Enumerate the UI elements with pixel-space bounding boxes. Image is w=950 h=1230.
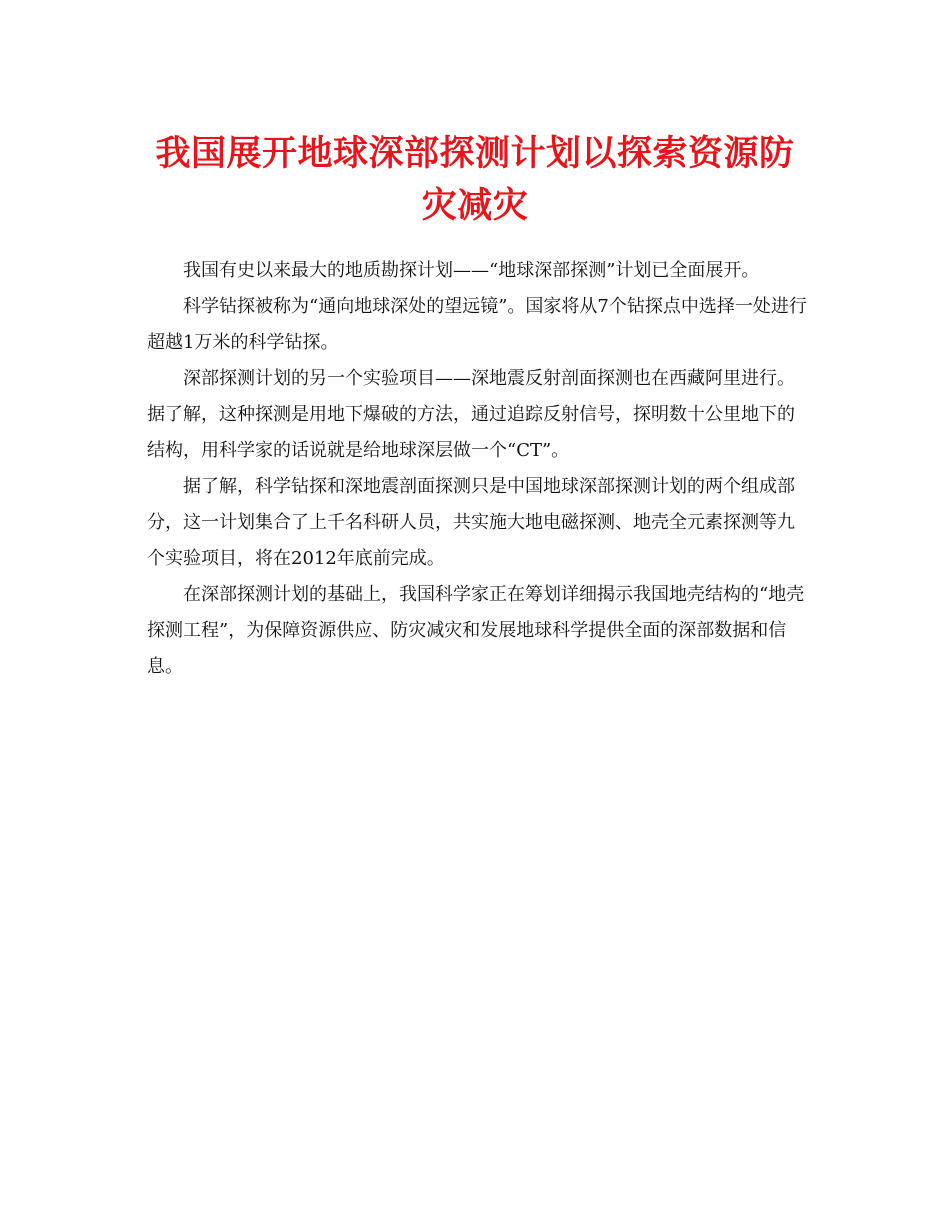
paragraph: 深部探测计划的另一个实验项目——深地震反射剖面探测也在西藏阿里进行。据了解，这种探测是用地下爆破的方法，通过追踪反射信号，探明数十公里地下的结构，用科学家的话说就是给地球深层做一个“CT”。 xyxy=(147,368,795,461)
document-body xyxy=(147,253,807,685)
paragraph: 在深部探测计划的基础上，我国科学家正在筹划详细揭示我国地壳结构的“地壳探测工程”，为保障资源供应、防灾减灾和发展地球科学提供全面的深部数据和信息。 xyxy=(147,584,805,677)
paragraph: 科学钻探被称为“通向地球深处的望远镜”。国家将从7个钻探点中选择一处进行超越1万米的科学钻探。 xyxy=(147,296,807,353)
paragraph: 据了解，科学钻探和深地震剖面探测只是中国地球深部探测计划的两个组成部分，这一计划集合了上千名科研人员，共实施大地电磁探测、地壳全元素探测等九个实验项目，将在2012年底前完成。 xyxy=(147,476,795,569)
paragraph: 我国有史以来最大的地质勘探计划——“地球深部探测”计划已全面展开。 xyxy=(183,260,760,281)
document-title: 我国展开地球深部探测计划以探索资源防灾减灾 xyxy=(155,133,795,226)
